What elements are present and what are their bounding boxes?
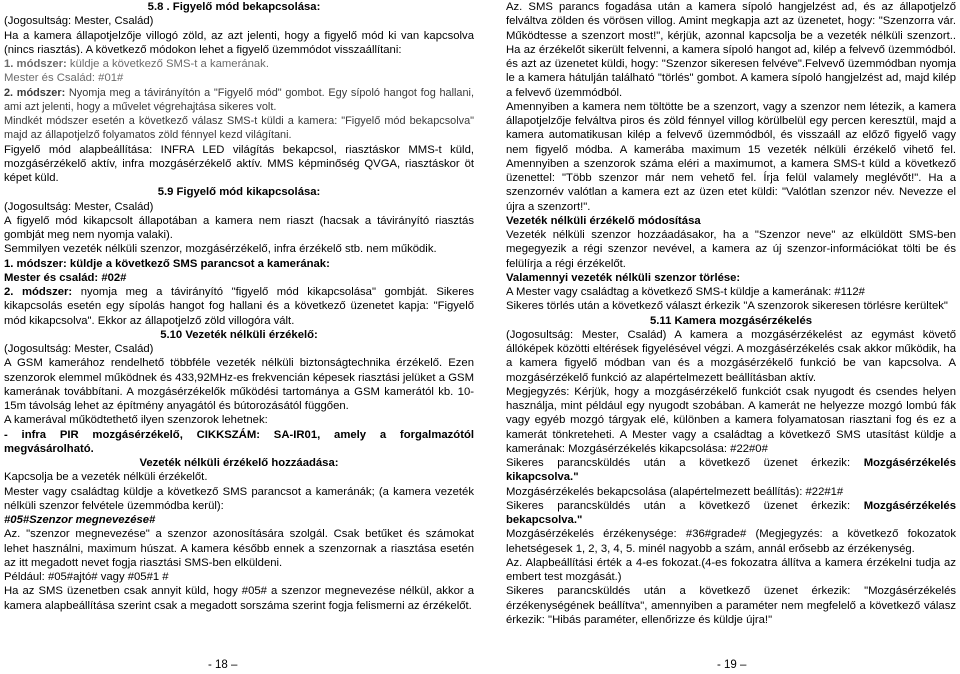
add-sensor-p1: Kapcsolja be a vezeték nélküli érzékelőt. — [4, 471, 208, 484]
p3-lead: Sikeres parancsküldés után a következő üzenet érkezik: — [506, 457, 864, 469]
section-5-11-p4: Mozgásérzékelés bekapcsolása (alapértelmezett beállítás): #22#1# — [506, 485, 844, 498]
section-5-11-p6: Mozgásérzékelés érzékenysége: #36#grade# (Megjegyzés: a következő fokozatok lehetségesek 1, 2, 3, 4, 5. minél nagyobb a szám, annál erősebb az érzékenység. — [506, 528, 956, 555]
method-2-label: 2. módszer: — [4, 286, 73, 298]
section-5-9-method-2 — [4, 285, 474, 328]
left-page-number: - 18 – — [208, 659, 238, 671]
section-5-10-title: 5.10 Vezeték nélküli érzékelő: — [160, 328, 318, 341]
section-5-11-p7: Az. Alapbeállítási érték a 4-es fokozat.(4-es fokozatra állítva a kamera érzékelni tudja az embert test mozgását.) — [506, 556, 956, 583]
section-5-10-authority: (Jogosultság: Mester, Család) — [4, 343, 154, 355]
section-5-11-p3 — [506, 456, 956, 485]
method-1-text: küldje a következő SMS-t a kamerának. — [66, 58, 269, 70]
section-5-11-title: 5.11 Kamera mozgásérzékelés — [649, 314, 813, 327]
section-5-8-title: 5.8 . Figyelő mód bekapcsolása: — [147, 1, 321, 13]
add-sensor-p4: Például: #05#ajtó# vagy #05#1 # — [4, 571, 169, 583]
method-2-text: nyomja meg a távirányító "figyelő mód kikapcsolása" gombját. Sikeres kikapcsolás esetén egy sípolás hangot fog hallani és a következő üzenetet kapja: "Figyelő mód kikapcsolva". Ekkor az állapotjelző zöld villogóra vált. — [4, 286, 474, 327]
delete-sensors-title: Valamennyi vezeték nélküli szenzor törlése: — [506, 271, 741, 284]
section-5-9-title: 5.9 Figyelő mód kikapcsolása: — [157, 186, 321, 199]
section-5-8-method-2 — [4, 86, 474, 115]
right-page-column — [506, 0, 956, 627]
delete-sensors-p2: Sikeres törlés után a következő választ érkezik "A szenzorok sikeresen törlésre kerültek" — [506, 300, 948, 313]
method-1-label: 1. módszer: — [4, 58, 67, 70]
section-5-10-p2: A kamerával működtethető ilyen szenzorok lehetnek: — [4, 414, 268, 427]
section-5-8-code-1: Mester és Család: #01# — [4, 72, 124, 85]
section-5-8-response: Mindkét módszer esetén a következő válasz SMS-t küldi a kamera: "Figyelő mód bekapcsolva" majd az állapotjelző folyamatos zöld fénnyel kezd világítani. — [4, 115, 474, 142]
section-5-10-p3: - infra PIR mozgásérzékelő, CIKKSZÁM: SA-IR01, amely a forgalmazótól megvásárolható. — [4, 428, 474, 455]
right-p2: Amennyiben a kamera nem töltötte be a szenzort, vagy a szenzor nem létezik, a kamera állapotjelzője felváltva piros és zöld fénnyel villog körülbelül egy percen keresztül, majd a kamera automatikusan kilép a felvevő üzemmódból, és visszaáll az előző figyelő vagy nem figyelő módba. A kamerába maximum 15 vezeték nélküli érzékelő vihető fel. Amennyiben a szenzorok száma eléri a maximumot, a kamera SMS-t küld a következő üzenettel: "Több szenzor már nem vehető fel. Írja felül valamely meglévőt!". Ha a szenzornév valótlan a kamera ezt az üzen etet küldi: "Valótlan szenzor név. Nevezze el újra a szenzort!". — [506, 100, 956, 213]
method-2-label: 2. módszer: — [4, 86, 66, 99]
section-5-8-defaults: Figyelő mód alapbeállítása: INFRA LED világítás bekapcsol, riasztáskor MMS-t küld, mozgásérzékelő aktív, infra mozgásérzékelő aktív. MMS képminőség QVGA, riasztáskor öt képet küld. — [4, 143, 474, 184]
section-5-11-p8: Sikeres parancsküldés után a következő üzenet érkezik: "Mozgásérzékelés érzékenységének beállítva", amennyiben a paraméter nem megfelelő a következő válasz érkezik: "Hibás paraméter, ellenőrizze és küldje újra!" — [506, 585, 956, 626]
modify-sensor-title: Vezeték nélküli érzékelő módosítása — [506, 214, 701, 227]
section-5-8-method-1 — [4, 57, 474, 71]
section-5-8-intro: Ha a kamera állapotjelzője villogó zöld, az azt jelenti, hogy a figyelő mód ki van kapcsolva (nincs riasztás). A következő módokon lehet a figyelő üzemmódot visszaállítani: — [4, 29, 474, 56]
add-sensor-code: #05#Szenzor megnevezése# — [4, 514, 156, 526]
section-5-9-p1: A figyelő mód kikapcsolt állapotában a kamera nem riaszt (hacsak a távirányító riasztás gombját meg nem nyomja valaki). — [4, 214, 474, 241]
section-5-9-authority: (Jogosultság: Mester, Család) — [4, 200, 154, 213]
section-5-8-authority: (Jogosultság: Mester, Család) — [4, 15, 154, 28]
section-5-9-code-1: Mester és család: #02# — [4, 271, 127, 284]
method-2-text: Nyomja meg a távirányítón a "Figyelő mód" gombot. Egy sípoló hangot fog hallani, ami azt jelenti, hogy a művelet végrehajtása sikeres volt. — [4, 86, 474, 113]
section-5-11-p1: (Jogosultság: Mester, Család) A kamera a mozgásérzékelést az egymást követő állóképek közötti eltérések figyelésével végzi. A mozgásérzékelés csak akkor működik, ha a kamera figyelő módban van és a mozgásérzékelő funkció be van kapcsolva. A mozgásérzékelő funkció az alapértelmezett beállításban aktív. — [506, 328, 956, 384]
add-sensor-p3: Az. "szenzor megnevezése" a szenzor azonosítására szolgál. Csak betűket és számokat lehet használni, maximum húszat. A kamera később ennek a szenzornak a riasztása esetén az itt megadott nevet fogja riasztási SMS-ben elküldeni. — [4, 528, 474, 569]
right-page-number: - 19 – — [717, 659, 747, 671]
p5-message: Mozgásérzékelés bekapcsolva." — [506, 499, 956, 526]
right-p1: Az. SMS parancs fogadása után a kamera sípoló hangjelzést ad, és az állapotjelző felváltva zölden és vörösen villog. Amint megkapja azt az üzenetet, hogy: "Szenzorra vár. Működtesse a szenzort most!", kérjük, azonnal kapcsolja be a vezeték nélküli szenzort.. Ha az érzékelőt sikerült felvenni, a kamera sípoló hangot ad, kilép a felvevő üzemmódból. és azt az üzenetet küldi, hogy: "Szenzor sikeresen felvéve".Felvevő üzemmódban nyomja le a kamera hátulján található "törlés" gombot. A kamera sípoló hangjelzést ad, majd kilép a felvevő üzemmódból. — [506, 1, 956, 99]
section-5-10-p1: A GSM kamerához rendelhető többféle vezeték nélküli biztonságtechnika érzékelő. Ezen szenzorok elemmel működnek és 433,92MHz-es frekvencián képesek riasztási jelüket a GSM kamerának továbbítani. A mozgásérzékelők működési tartománya a GSM kamerától kb. 10-15m távolság lehet az építmény anyagától és bútorozásától függően. — [4, 357, 474, 412]
p3-message: Mozgásérzékelés kikapcsolva." — [506, 457, 956, 484]
p5-lead: Sikeres parancsküldés után a következő üzenet érkezik: — [506, 499, 864, 512]
modify-sensor-p1: Vezeték nélküli szenzor hozzáadásakor, ha a "Szenzor neve" az elküldött SMS-ben megegyezik a régi szenzor nevével, a kamera az új szenzor-információkat tölti be és felülírja a régi érzékelőt. — [506, 229, 956, 270]
add-sensor-p2: Mester vagy családtag küldje a következő SMS parancsot a kameránák; (a kamera vezeték nélküli szenzor felvétele üzemmódba kerül): — [4, 485, 474, 512]
section-5-9-p2: Semmilyen vezeték nélküli szenzor, mozgásérzékelő, infra érzékelő stb. nem működik. — [4, 243, 437, 256]
add-sensor-title: Vezeték nélküli érzékelő hozzáadása: — [139, 457, 339, 469]
left-page-column — [4, 0, 474, 613]
delete-sensors-p1: A Mester vagy családtag a következő SMS-t küldje a kamerának: #112# — [506, 286, 865, 298]
add-sensor-p5: Ha az SMS üzenetben csak annyit küld, hogy #05# a szenzor megnevezése nélkül, akkor a kamera alapbeállítása szerint csak a megadott sorszáma szerint fogja felismerni az érzékelőt. — [4, 585, 474, 612]
section-5-9-method-1: 1. módszer: küldje a következő SMS parancsot a kamerának: — [4, 257, 330, 270]
section-5-11-p5 — [506, 499, 956, 528]
section-5-11-p2: Megjegyzés: Kérjük, hogy a mozgásérzékelő funkciót csak nyugodt és csendes helyen használja, mint például egy nyugodt szobában. A kamerát ne helyezze mozgó lombú fák vagy egyéb mozgó tárgyak elé, különben a kamera folyamatosan riasztani fog és ez a kamerát tönkreteheti. A Mester vagy a családtag a következő SMS utasítást küldje a kamerának: Mozgásérzékelés kikapcsolása: #22#0# — [506, 385, 956, 455]
